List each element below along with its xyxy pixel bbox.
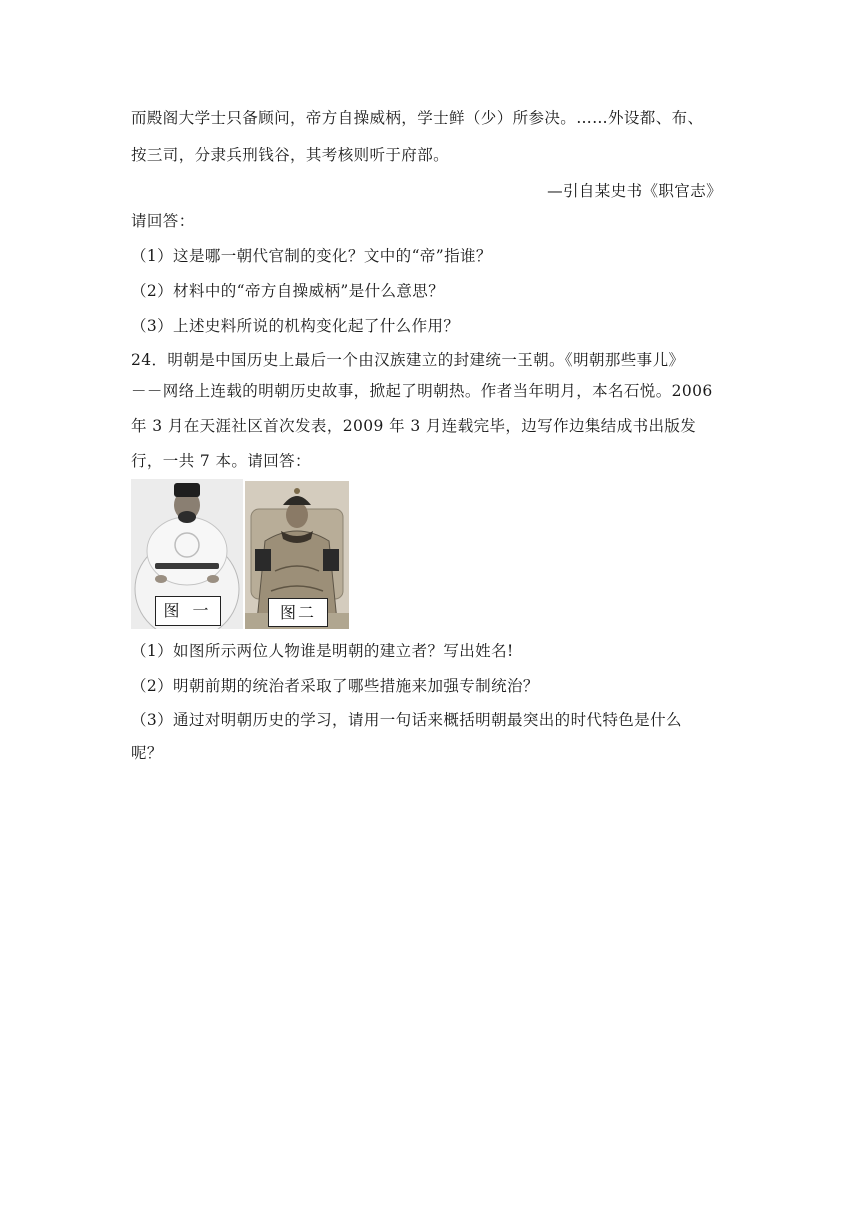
figure-1-caption: 图 一	[155, 596, 221, 626]
passage-line-1: 而殿阁大学士只备顾问，帝方自操威柄，学士鲜（少）所参决。……外设都、布、	[131, 109, 704, 127]
q23-prompt: 请回答：	[131, 212, 195, 230]
q24-intro-line-2: －－网络上连载的明朝历史故事，掀起了明朝热。作者当年明月，本名石悦。2006	[131, 382, 713, 400]
q23-item-1: （1）这是哪一朝代官制的变化？文中的“帝”指谁？	[131, 247, 492, 265]
passage-line-2: 按三司，分隶兵刑钱谷，其考核则听于府部。	[131, 146, 450, 164]
q23-item-2: （2）材料中的“帝方自操威柄”是什么意思？	[131, 282, 445, 300]
q24-item-3: （3）通过对明朝历史的学习，请用一句话来概括明朝最突出的时代特色是什么	[131, 711, 682, 729]
q24-intro-line-3: 年 3 月在天涯社区首次发表，2009 年 3 月连载完毕，边写作边集结成书出版发	[131, 417, 697, 435]
q24-intro-line-4: 行，一共 7 本。请回答：	[131, 452, 311, 470]
q24-item-3-continued: 呢？	[131, 744, 163, 762]
figure-2-caption: 图二	[268, 598, 328, 627]
q23-item-3: （3）上述史料所说的机构变化起了什么作用？	[131, 317, 460, 335]
q24-item-1: （1）如图所示两位人物谁是明朝的建立者？写出姓名!	[131, 642, 514, 660]
q24-intro-line-1: 24．明朝是中国历史上最后一个由汉族建立的封建统一王朝。《明朝那些事儿》	[131, 351, 685, 369]
passage-source: —引自某史书《职官志》	[547, 182, 722, 200]
q24-item-2: （2）明朝前期的统治者采取了哪些措施来加强专制统治？	[131, 677, 539, 695]
